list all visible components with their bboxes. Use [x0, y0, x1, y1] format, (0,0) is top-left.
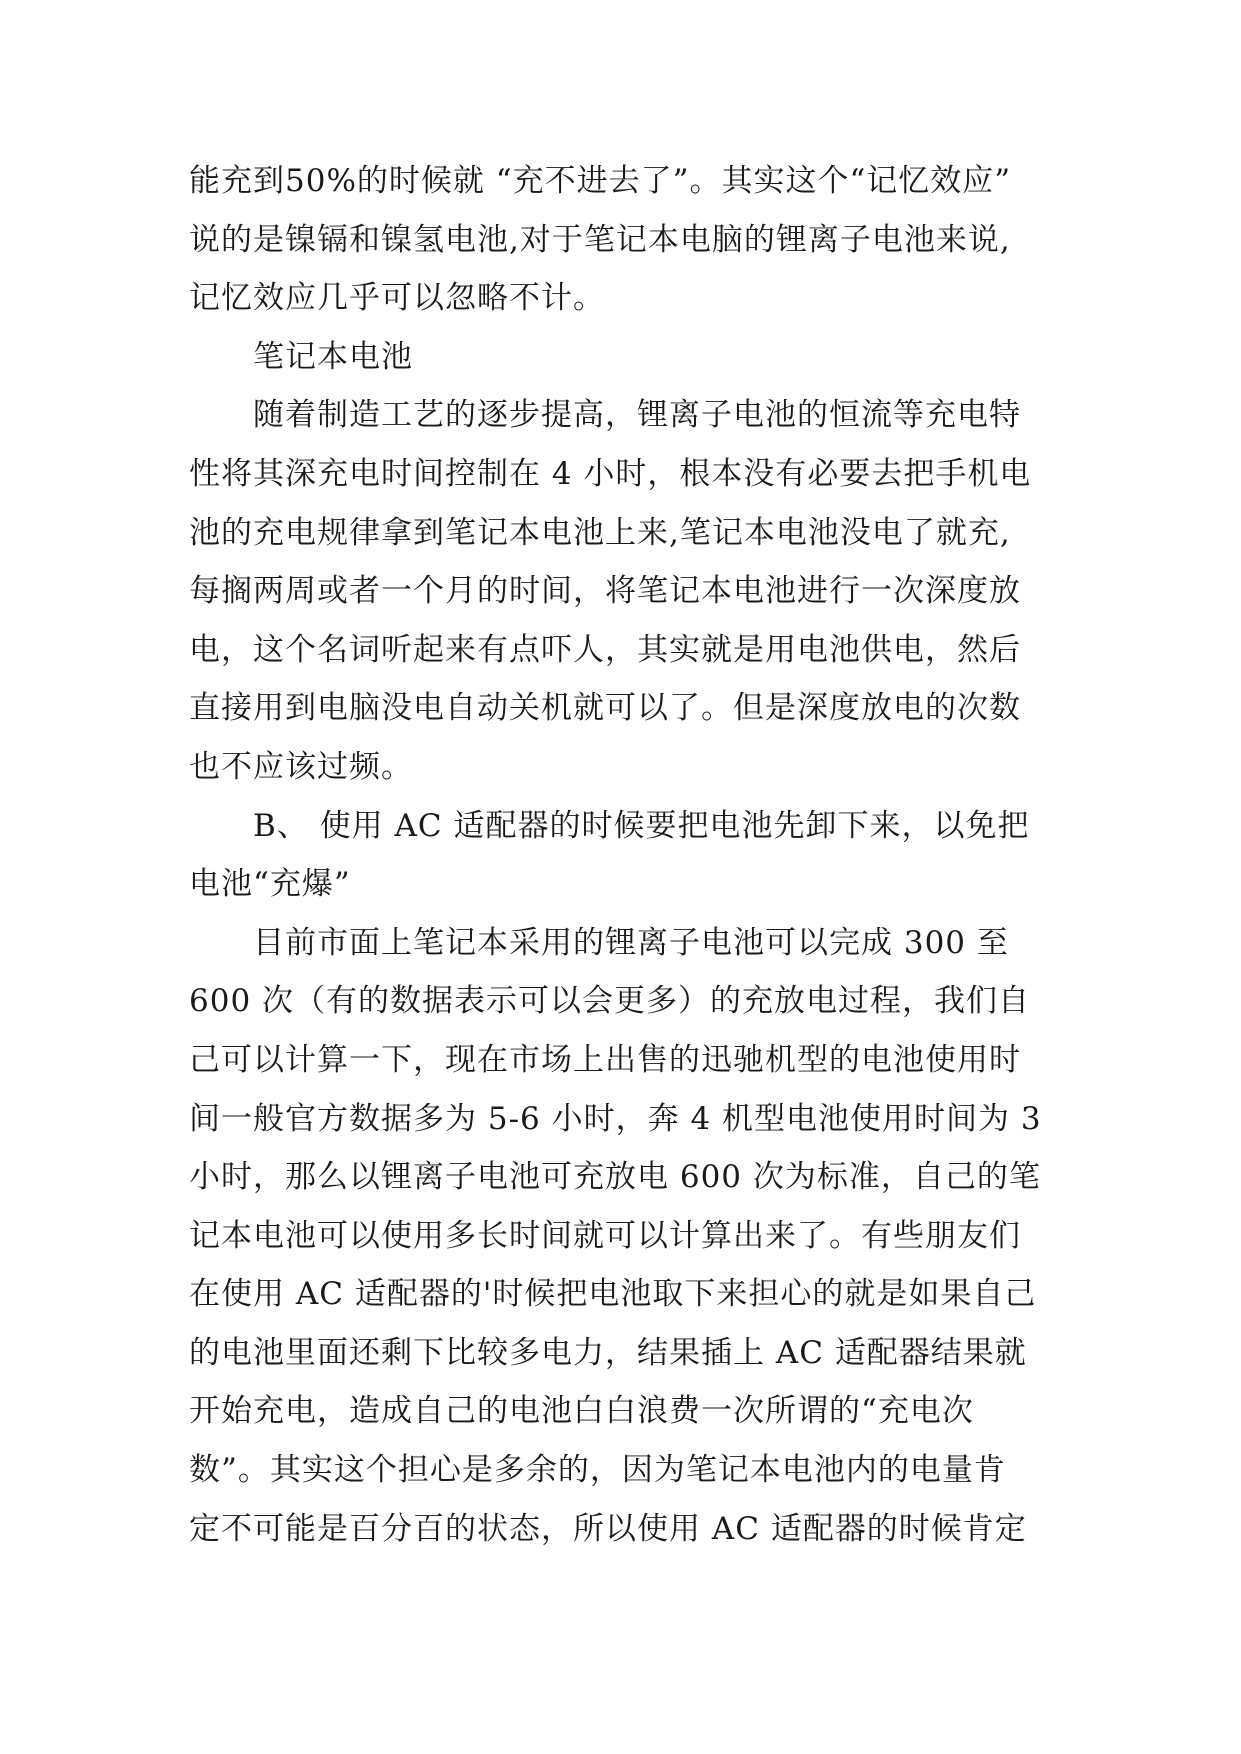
text-line: 的电池里面还剩下比较多电力，结果插上 AC 适配器结果就	[189, 1334, 1027, 1371]
text-line: 每搁两周或者一个月的时间，将笔记本电池进行一次深度放	[189, 573, 1021, 610]
text-line: B、 使用 AC 适配器的时候要把电池先卸下来，以免把	[253, 807, 1030, 844]
text-line: 随着制造工艺的逐步提高，锂离子电池的恒流等充电特	[253, 397, 1021, 434]
text-line: 600 次（有的数据表示可以会更多）的充放电过程，我们自	[189, 983, 1031, 1020]
text-line: 开始充电，造成自己的电池白白浪费一次所谓的“充电次	[189, 1393, 974, 1430]
text-line: 也不应该过频。	[189, 748, 413, 785]
text-line: 池的充电规律拿到笔记本电池上来,笔记本电池没电了就充,	[189, 514, 1011, 551]
text-line: 记忆效应几乎可以忽略不计。	[189, 280, 605, 317]
text-line: 直接用到电脑没电自动关机就可以了。但是深度放电的次数	[189, 690, 1021, 727]
document-body	[189, 152, 1059, 1558]
text-line: 数”。其实这个担心是多余的，因为笔记本电池内的电量肯	[189, 1452, 1006, 1489]
text-line: 定不可能是百分百的状态，所以使用 AC 适配器的时候肯定	[189, 1510, 1027, 1547]
text-line: 电池“充爆”	[189, 866, 351, 903]
text-line: 性将其深充电时间控制在 4 小时，根本没有必要去把手机电	[189, 455, 1032, 492]
text-line: 在使用 AC 适配器的'时候把电池取下来担心的就是如果自己	[189, 1276, 1037, 1313]
text-line: 己可以计算一下，现在市场上出售的迅驰机型的电池使用时	[189, 1041, 1021, 1078]
text-line: 间一般官方数据多为 5-6 小时，奔 4 机型电池使用时间为 3	[189, 1100, 1042, 1137]
text-line: 能充到50%的时候就 “充不进去了”。其实这个“记忆效应”	[189, 163, 1012, 199]
text-line: 小时，那么以锂离子电池可充放电 600 次为标准，自己的笔	[189, 1159, 1041, 1196]
text-line: 记本电池可以使用多长时间就可以计算出来了。有些朋友们	[189, 1217, 1021, 1254]
text-line: 说的是镍镉和镍氢电池,对于笔记本电脑的锂离子电池来说,	[189, 221, 1011, 258]
section-heading: 笔记本电池	[253, 338, 413, 375]
text-line: 电，这个名词听起来有点吓人，其实就是用电池供电，然后	[189, 631, 1021, 668]
text-line: 目前市面上笔记本采用的锂离子电池可以完成 300 至	[253, 924, 1009, 961]
